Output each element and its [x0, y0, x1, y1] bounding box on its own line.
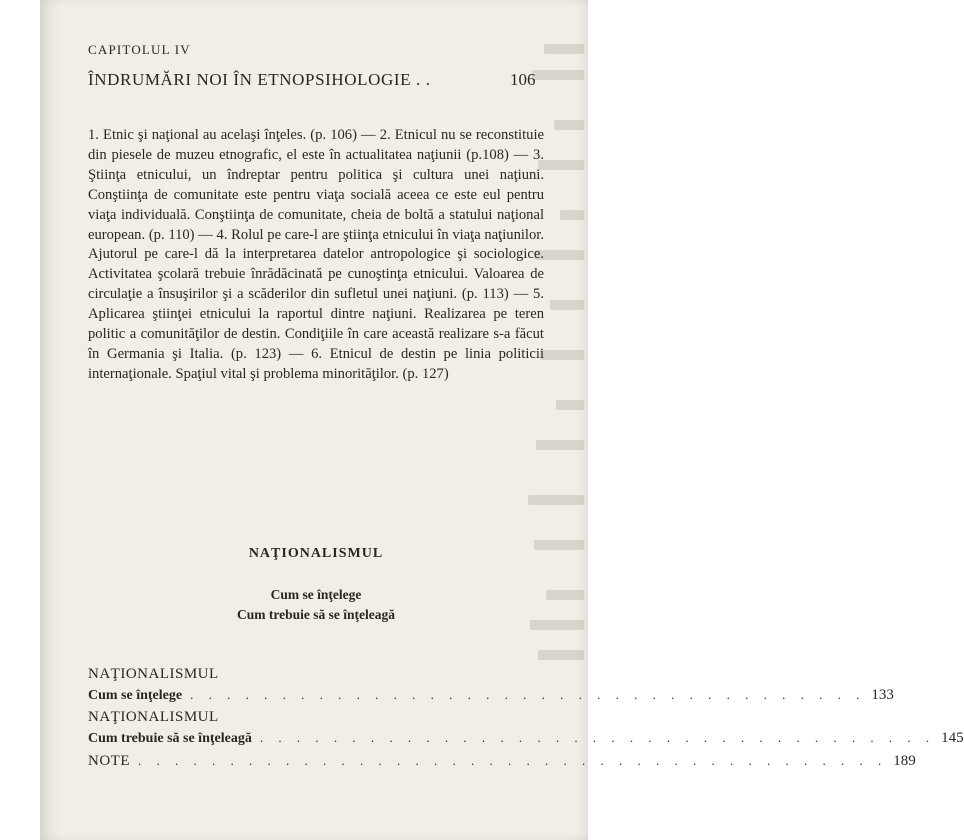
- section-subtitle-1: Cum se înţelege: [270, 587, 362, 602]
- table-of-contents: [88, 664, 964, 772]
- toc-group-heading: NAŢIONALISMUL: [88, 666, 219, 682]
- toc-entry[interactable]: [88, 727, 964, 750]
- chapter-label: CAPITOLUL IV: [88, 42, 191, 57]
- toc-entry-label: Cum se înţelege: [88, 688, 183, 703]
- section-heading: NAŢIONALISMUL: [248, 546, 384, 561]
- chapter-summary: 1. Etnic şi naţional au acelaşi înţeles. (p. 106) — 2. Etnicul nu se reconstituie din piesele de muzeu etnografic, el este în actualitatea naţiunii (p.108) — 3. Ştiinţa etnicului, un îndreptar pentru politica şi cultura unei naţiuni. Conştiinţa de comunitate este pentru viaţa socială aceea ce este eul pentru viaţa individuală. Conştiinţa de comunitate, cheia de boltă a statului naţional european. (p. 110) — 4. Rolul pe care-l are ştiinţa etnicului în viaţa naţiunilor. Ajutorul pe care-l dă la interpretarea datelor antropologice şi sociologice. Activitatea şcolară trebuie înrădăcinată pe cunoştinţa etnicului. Valoarea de circulaţie a însuşirilor şi a scăderilor din sufletul unei naţiuni. (p. 113) — 5. Aplicarea ştiinţei etnicului la raportul dintre naţiuni. Realizarea pe teren politic a comunităţilor de destin. Condiţiile în care această realizare s-a făcut în Germania şi Italia. (p. 123) — 6. Etnicul de destin pe linia politicii internaţionale. Spaţiul vital şi problema minorităţilor. (p. 127): [88, 127, 544, 382]
- toc-leader-dots: . . . . . . . . . . . . . . . . . . . . . . . . . . . . . . . . . . . . .: [190, 687, 866, 702]
- toc-page-number: 145: [941, 730, 964, 746]
- toc-entry-label: NOTE: [88, 753, 130, 769]
- chapter-title: ÎNDRUMĂRI NOI ÎN ETNOPSIHOLOGIE . .: [88, 70, 431, 89]
- toc-entry-label: Cum trebuie să se înţeleagă: [88, 731, 252, 746]
- toc-entry[interactable]: [88, 684, 894, 707]
- toc-page-number: 189: [893, 753, 916, 769]
- toc-entry[interactable]: [88, 750, 916, 772]
- chapter-page-number: 106: [510, 70, 536, 89]
- toc-page-number: 133: [871, 687, 894, 703]
- toc-leader-dots: . . . . . . . . . . . . . . . . . . . . . . . . . . . . . . . . . . . . .: [259, 730, 936, 745]
- toc-leader-dots: . . . . . . . . . . . . . . . . . . . . . . . . . . . . . . . . . . . . . . . . .: [138, 753, 888, 768]
- section-subtitle-2: Cum trebuie să se înţeleagă: [237, 607, 395, 622]
- toc-group-heading: NAŢIONALISMUL: [88, 709, 219, 725]
